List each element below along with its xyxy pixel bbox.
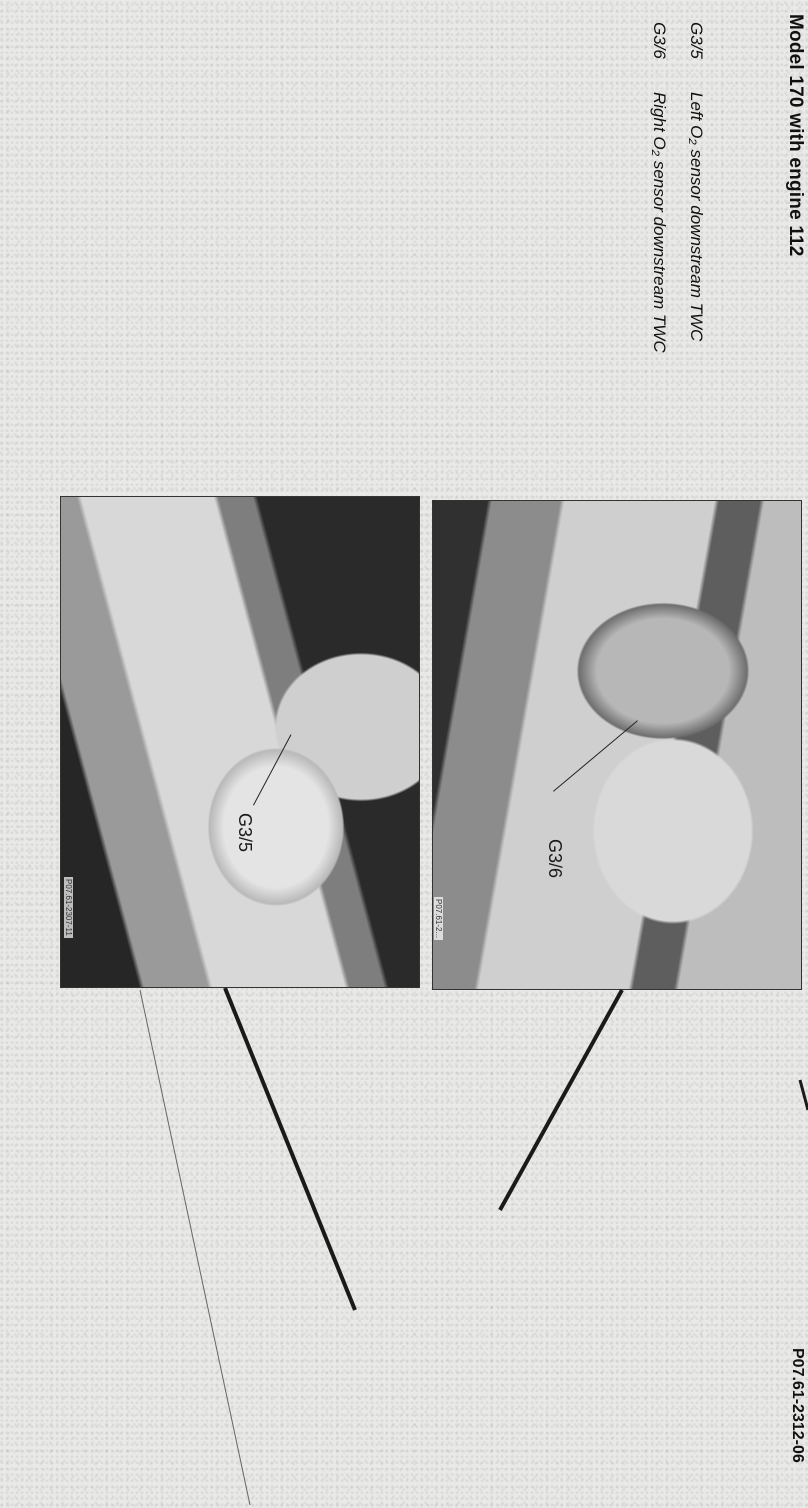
pointer-line-left <box>225 988 355 1310</box>
figure-id: P07.61-2312-06 <box>789 1348 806 1463</box>
legend-description: Left O₂ sensor downstream TWC <box>687 92 706 342</box>
scan-line <box>140 990 250 1505</box>
pointer-line-right <box>500 990 622 1210</box>
legend-description: Right O₂ sensor downstream TWC <box>650 92 669 353</box>
legend-code: G3/5 <box>687 22 706 59</box>
photo-code: P07.61-2307-11 <box>64 879 73 936</box>
page-title: Model 170 with engine 112 <box>785 14 806 257</box>
pointer-line-edge <box>800 1080 808 1110</box>
photo-code: P07.61-2... <box>434 899 443 939</box>
photo-callout-label: G3/5 <box>235 813 255 853</box>
photo-callout-label: G3/6 <box>545 839 565 879</box>
legend-code: G3/6 <box>650 22 669 59</box>
